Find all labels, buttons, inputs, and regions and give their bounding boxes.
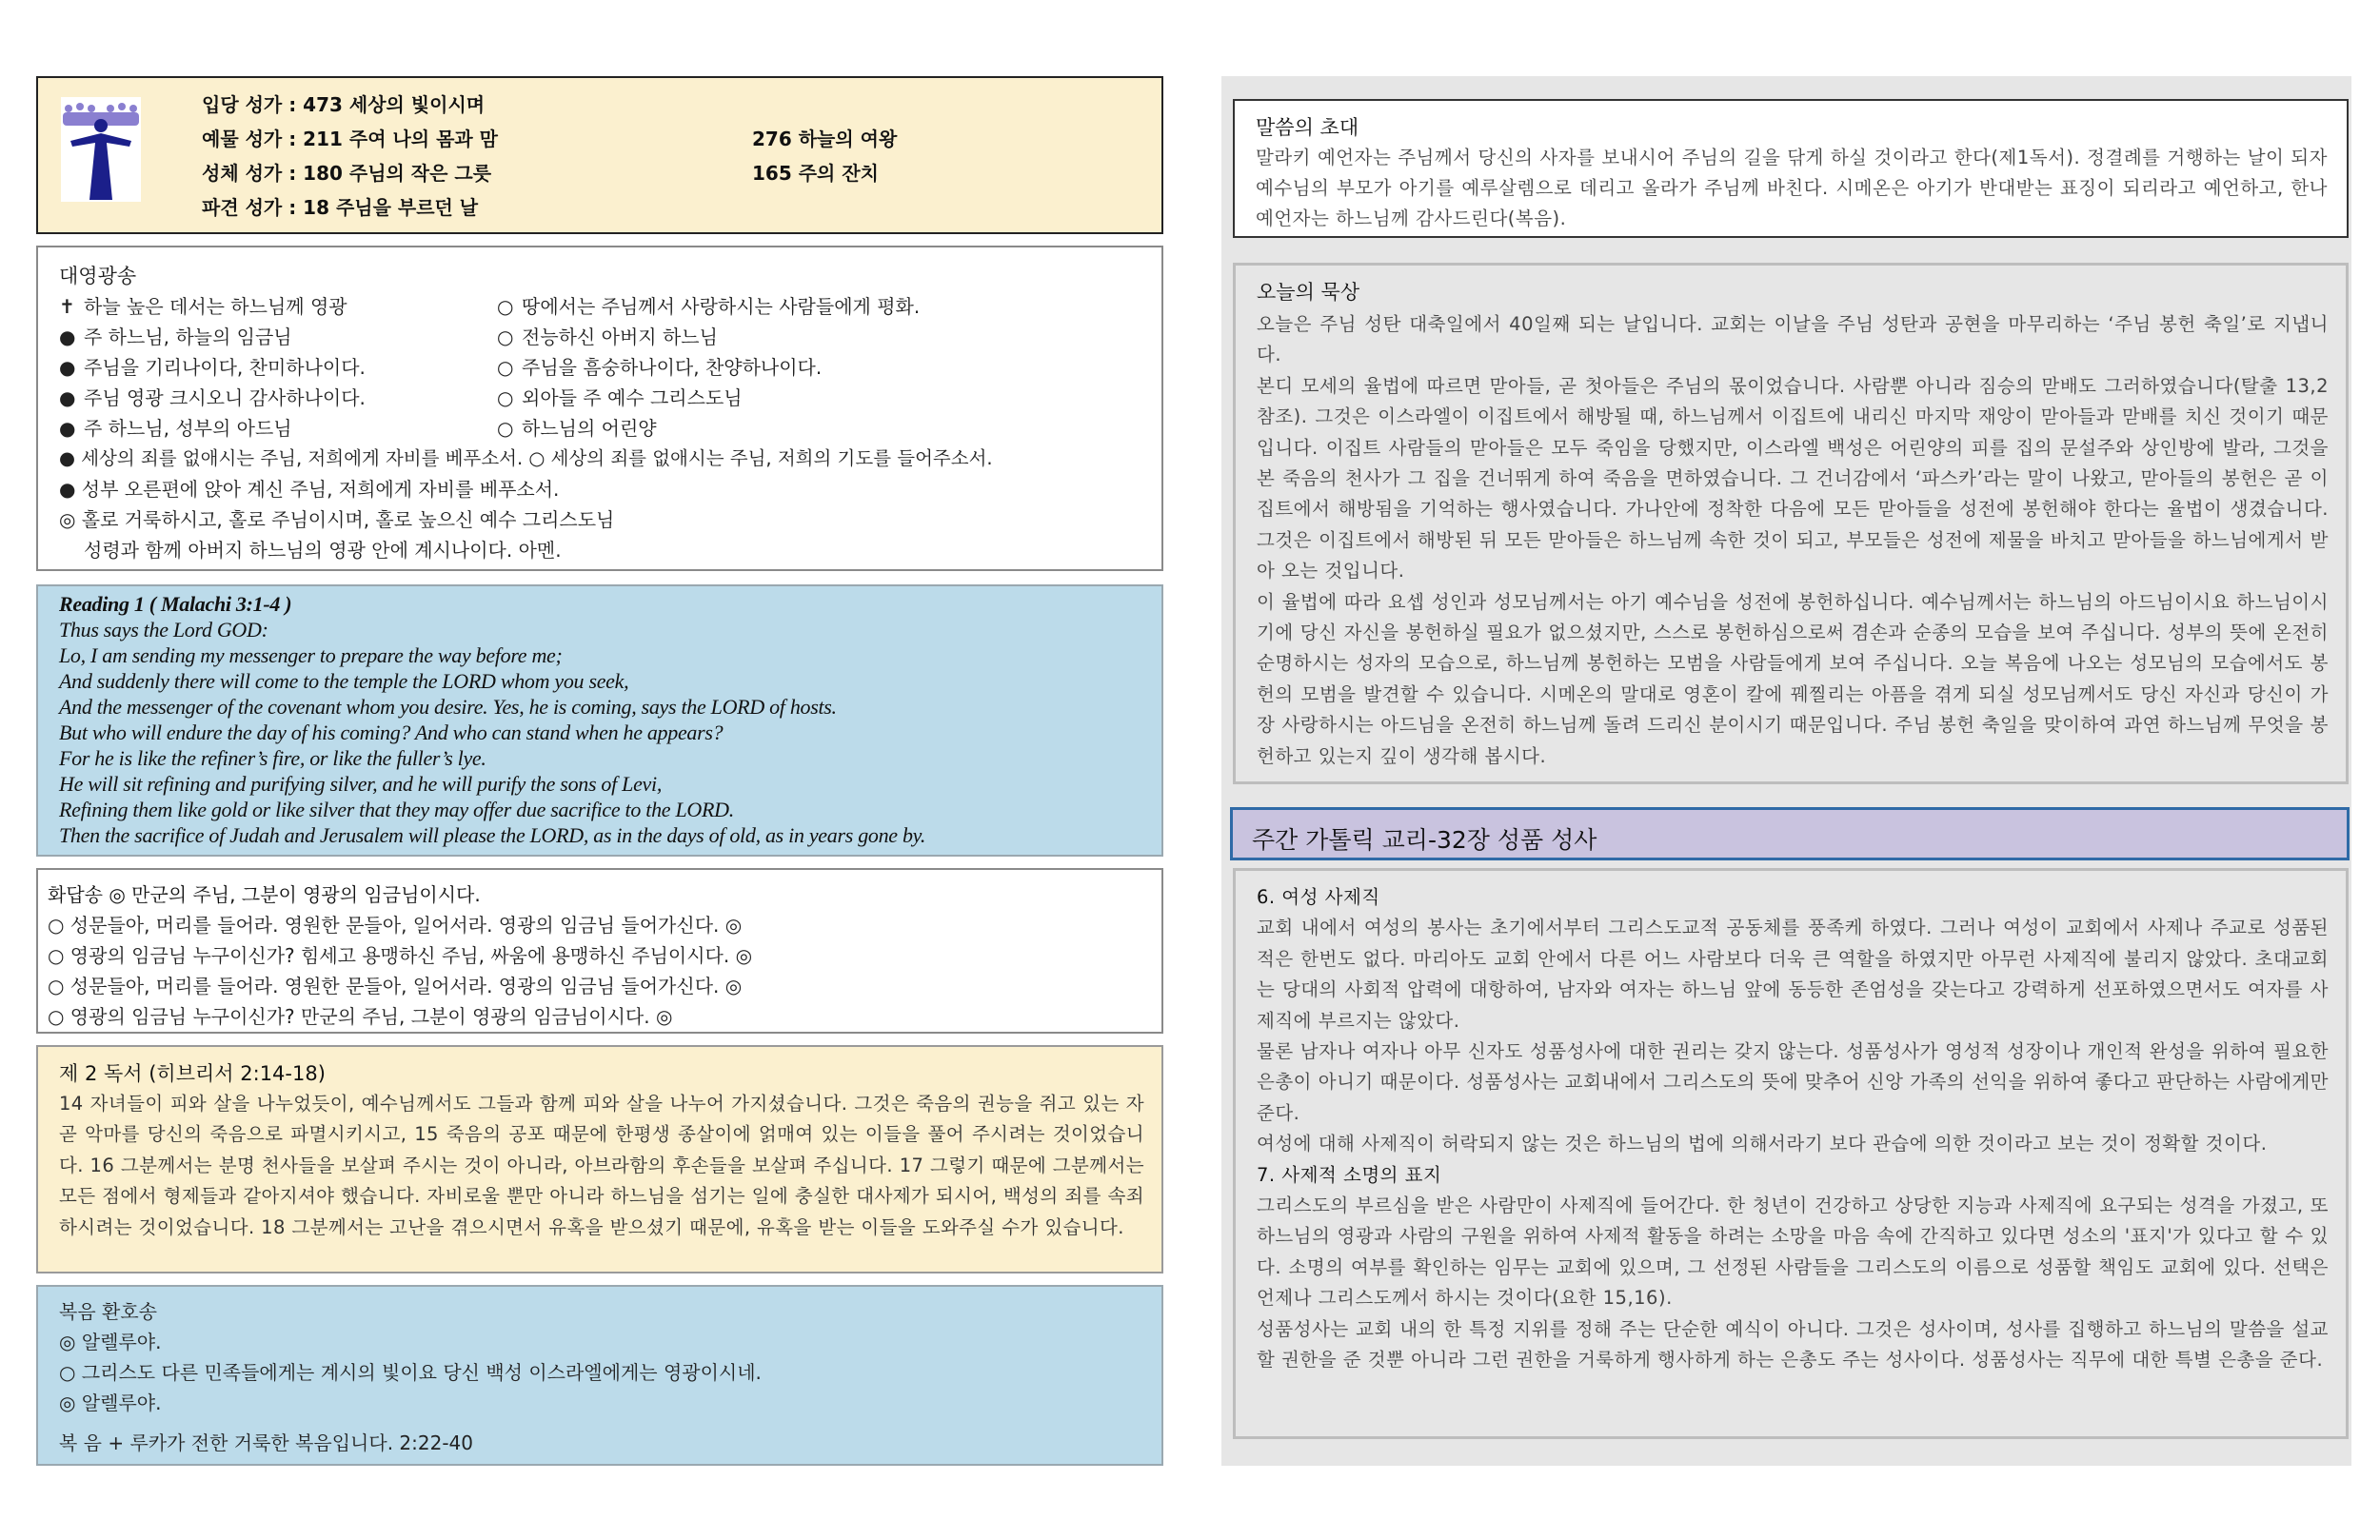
gloria-line: ○ 하느님의 어린양	[497, 417, 657, 440]
gloria-line: ● 주님을 기리나이다, 찬미하나이다.	[59, 356, 366, 379]
gloria-box	[36, 246, 1163, 571]
reading1-line: Refining them like gold or like silver that they may offer due sacrifice to the LORD.	[59, 798, 734, 821]
psalm-verse: ○ 영광의 임금님 누구이신가? 힘세고 용맹하신 주님, 싸움에 용맹하신 주님이시다. ◎	[48, 944, 753, 967]
doctrine-paragraph: 성품성사는 교회 내의 한 특정 지위를 정해 주는 단순한 예식이 아니다. 그것은 성사이며, 성사를 집행하고 하느님의 말씀을 설교할 권한을 준 것뿐 아니라 그런 권한을 거룩하게 행사하게 하는 은총도 주는 성사이다. 성품성사는 직무에 대한 특별 은총을 준다.	[1257, 1317, 2329, 1372]
doctrine-banner	[1230, 807, 2350, 860]
offertory-hymn-alt: 276 하늘의 여왕	[752, 128, 898, 150]
gospel-line: ○ 그리스도 다른 민족들에게는 계시의 빛이요 당신 백성 이스라엘에게는 영광이시네.	[59, 1361, 762, 1384]
offertory-hymn: 예물 성가 : 211 주여 나의 몸과 맘	[202, 128, 499, 150]
communion-hymn: 성체 성가 : 180 주님의 작은 그릇	[202, 162, 492, 185]
gloria-line: ● 세상의 죄를 없애시는 주님, 저희에게 자비를 베푸소서. ○ 세상의 죄를 없애시는 주님, 저희의 기도를 들어주소서.	[59, 447, 993, 469]
section-heading: 7. 사제적 소명의 표지	[1257, 1163, 1442, 1186]
gospel-line: ◎ 알렐루야.	[59, 1331, 162, 1353]
meditation-text	[1257, 309, 2329, 772]
meditation-box	[1233, 263, 2349, 784]
reading1-heading: Reading 1 ( Malachi 3:1-4 )	[59, 592, 292, 616]
gloria-line: ○ 땅에서는 주님께서 사랑하시는 사람들에게 평화.	[497, 295, 921, 318]
reading1-line: And the messenger of the covenant whom you desire. Yes, he is coming, says the LORD of hosts.	[59, 695, 837, 719]
reading1-line: He will sit refining and purifying silver, and he will purify the sons of Levi,	[59, 772, 663, 796]
psalm-verse: ○ 성문들아, 머리를 들어라. 영원한 문들아, 일어서라. 영광의 임금님 들어가신다. ◎	[48, 975, 743, 997]
reading1-line: Lo, I am sending my messenger to prepare the way before me;	[59, 643, 563, 667]
meditation-paragraph: 오늘은 주님 성탄 대축일에서 40일째 되는 날입니다. 교회는 이날을 주님 성탄과 공현을 마무리하는 ‘주님 봉헌 축일’로 지냅니다.	[1257, 313, 2329, 366]
gloria-line: ✝ 하늘 높은 데서는 하느님께 영광	[59, 295, 347, 318]
reading2-title: 제 2 독서 (히브리서 2:14-18)	[59, 1062, 326, 1085]
gloria-line: ◎ 홀로 거룩하시고, 홀로 주님이시며, 홀로 높으신 예수 그리스도님	[59, 508, 615, 531]
doctrine-paragraph: 교회 내에서 여성의 봉사는 초기에서부터 그리스도교적 공동체를 풍족케 하였다. 그러나 여성이 교회에서 사제나 주교로 성품된 적은 한번도 없다. 마리아도 교회 안에서 다른 어느 사람보다 더욱 큰 역할을 하였지만 아무런 사제직에 불리지 않았다. 초대교회는 당대의 사회적 압력에 대항하여, 남자와 여자는 하느님 앞에 동등한 존엄성을 갖는다고 강력하게 선포하였으면서도 여자를 사제직에 부르지는 않았다.	[1257, 917, 2329, 1032]
gloria-line: ● 주님 영광 크시오니 감사하나이다.	[59, 386, 366, 409]
gloria-line: ● 성부 오른편에 앉아 계신 주님, 저희에게 자비를 베푸소서.	[59, 478, 560, 501]
psalm-box	[36, 868, 1163, 1034]
gloria-line: ○ 외아들 주 예수 그리스도님	[497, 386, 743, 409]
invitation-box	[1233, 99, 2349, 238]
reading1-line: For he is like the refiner’s fire, or like the fuller’s lye.	[59, 746, 486, 770]
doctrine-text	[1257, 882, 2329, 1376]
gloria-line: ○ 전능하신 아버지 하느님	[497, 326, 718, 348]
choir-priest-icon	[61, 97, 141, 202]
reading1-line: Then the sacrifice of Judah and Jerusalem will please the LORD, as in the days of old, as in years gone by.	[59, 823, 926, 847]
reading2-box	[36, 1045, 1163, 1273]
section-heading: 6. 여성 사제직	[1257, 886, 1380, 908]
gloria-line: ● 주 하느님, 성부의 아드님	[59, 417, 292, 440]
gloria-line: ● 주 하느님, 하늘의 임금님	[59, 326, 292, 348]
entrance-hymn: 입당 성가 : 473 세상의 빛이시며	[202, 93, 486, 116]
meditation-paragraph: 이 율법에 따라 요셉 성인과 성모님께서는 아기 예수님을 성전에 봉헌하십니다. 예수님께서는 하느님의 아드님이시요 하느님이시기에 당신 자신을 봉헌하실 필요가 없으셨지만, 스스로 봉헌하심으로써 겸손과 순종의 모습을 보여 주십니다. 성부의 뜻에 온전히 순명하시는 성자의 모습으로, 하느님께 봉헌하는 모범을 사람들에게 보여 주십니다. 오늘 복음에 나오는 성모님의 모습에서도 봉헌의 모범을 발견할 수 있습니다. 시메온의 말대로 영혼이 칼에 꿰찔리는 아픔을 겪게 되실 성모님께서도 당신 자신과 당신이 가장 사랑하시는 아드님을 온전히 하느님께 돌려 드리신 분이시기 때문입니다. 주님 봉헌 축일을 맞이하여 과연 하느님께 무엇을 봉헌하고 있는지 깊이 생각해 봅시다.	[1257, 590, 2329, 767]
dismissal-hymn: 파견 성가 : 18 주님을 부르던 날	[202, 196, 479, 219]
gospel-reference: 복 음 + 루카가 전한 거룩한 복음입니다. 2:22-40	[59, 1431, 473, 1454]
doctrine-banner-title: 주간 가톨릭 교리-32장 성품 성사	[1252, 826, 1597, 854]
psalm-response: 화답송 ◎ 만군의 주님, 그분이 영광의 임금님이시다.	[48, 883, 481, 906]
meditation-title: 오늘의 묵상	[1257, 281, 1360, 304]
gospel-acclamation-title: 복음 환호송	[59, 1300, 157, 1323]
psalm-verse: ○ 성문들아, 머리를 들어라. 영원한 문들아, 일어서라. 영광의 임금님 들어가신다. ◎	[48, 914, 743, 937]
gloria-line: 성령과 함께 아버지 하느님의 영광 안에 계시나이다. 아멘.	[84, 539, 562, 562]
gloria-title: 대영광송	[59, 265, 137, 287]
invitation-title: 말씀의 초대	[1256, 116, 1359, 139]
psalm-verse: ○ 영광의 임금님 누구이신가? 만군의 주님, 그분이 영광의 임금님이시다. ◎	[48, 1005, 673, 1028]
doctrine-box	[1233, 868, 2349, 1439]
reading1-box	[36, 584, 1163, 857]
gospel-box	[36, 1285, 1163, 1466]
doctrine-paragraph: 물론 남자나 여자나 아무 신자도 성품성사에 대한 권리는 갖지 않는다. 성품성사가 영성적 성장이나 개인적 완성을 위하여 필요한 은총이 아니기 때문이다. 성품성사는 교회내에서 그리스도의 뜻에 맞추어 신앙 가족의 선익을 위하여 좋다고 판단하는 사람에게만 준다.	[1257, 1040, 2329, 1124]
invitation-text: 말라키 예언자는 주님께서 당신의 사자를 보내시어 주님의 길을 닦게 하실 것이라고 한다(제1독서). 정결례를 거행하는 날이 되자 예수님의 부모가 아기를 예루살렘으로 데리고 올라가 주님께 바친다. 시메온은 아기가 반대받는 표징이 되리라고 예언하고, 한나 예언자는 하느님께 감사드린다(복음).	[1256, 147, 2328, 229]
reading1-line: Thus says the Lord GOD:	[59, 618, 268, 642]
doctrine-paragraph: 그리스도의 부르심을 받은 사람만이 사제직에 들어간다. 한 청년이 건강하고 상당한 지능과 사제직에 요구되는 성격을 가졌고, 또 하느님의 영광과 사람의 구원을 위하여 사제적 활동을 하려는 소망을 마음 속에 간직하고 있다면 성소의 '표지'가 있다고 할 수 있다. 소명의 여부를 확인하는 임무는 교회에 있으며, 그 선정된 사람들을 그리스도의 이름으로 성품할 책임도 교회에 있다. 선택은 언제나 그리스도께서 하시는 것이다(요한 15,16).	[1257, 1194, 2329, 1310]
gloria-line: ○ 주님을 흠숭하나이다, 찬양하나이다.	[497, 356, 823, 379]
meditation-paragraph: 본디 모세의 율법에 따르면 맏아들, 곧 첫아들은 주님의 몫이었습니다. 사람뿐 아니라 짐승의 맏배도 그러하였습니다(탈출 13,2 참조). 그것은 이스라엘이 이집트에서 해방될 때, 하느님께서 이집트에 내리신 마지막 재앙이 맏아들과 맏배를 치신 것이기 때문입니다. 이집트 사람들의 맏아들은 모두 죽임을 당했지만, 이스라엘 백성은 어린양의 피를 집의 문설주와 상인방에 발라, 그것을 본 죽음의 천사가 그 집을 건너뛰게 하여 죽음을 면하였습니다. 그 건너감에서 ‘파스카’라는 말이 나왔고, 맏아들의 봉헌은 곧 이집트에서 해방됨을 기억하는 행사였습니다. 가나안에 정착한 다음에 모든 맏아들을 성전에 봉헌해야 한다는 율법이 생겼습니다. 그것은 이집트에서 해방된 뒤 모든 맏아들은 하느님께 속한 것이 되고, 부모들은 성전에 제물을 바치고 맏아들을 하느님에게서 받아 오는 것입니다.	[1257, 374, 2329, 582]
reading1-line: And suddenly there will come to the temple the LORD whom you seek,	[59, 669, 629, 693]
doctrine-paragraph: 여성에 대해 사제직이 허락되지 않는 것은 하느님의 법에 의해서라기 보다 관습에 의한 것이라고 보는 것이 정확할 것이다.	[1257, 1133, 2268, 1155]
hymn-box	[36, 76, 1163, 234]
reading1-line: But who will endure the day of his coming? And who can stand when he appears?	[59, 721, 724, 744]
communion-hymn-alt: 165 주의 잔치	[752, 162, 879, 185]
reading2-text: 14 자녀들이 피와 살을 나누었듯이, 예수님께서도 그들과 함께 피와 살을 나누어 가지셨습니다. 그것은 죽음의 권능을 쥐고 있는 자 곧 악마를 당신의 죽음으로 파멸시키시고, 15 죽음의 공포 때문에 한평생 종살이에 얽매여 있는 이들을 풀어 주시려는 것이었습니다. 16 그분께서는 분명 천사들을 보살펴 주시는 것이 아니라, 아브라함의 후손들을 보살펴 주십니다. 17 그렇기 때문에 그분께서는 모든 점에서 형제들과 같아지셔야 했습니다. 자비로울 뿐만 아니라 하느님을 섬기는 일에 충실한 대사제가 되시어, 백성의 죄를 속죄하시려는 것이었습니다. 18 그분께서는 고난을 겪으시면서 유혹을 받으셨기 때문에, 유혹을 받는 이들을 도와주실 수가 있습니다.	[59, 1093, 1145, 1238]
gospel-line: ◎ 알렐루야.	[59, 1392, 162, 1414]
